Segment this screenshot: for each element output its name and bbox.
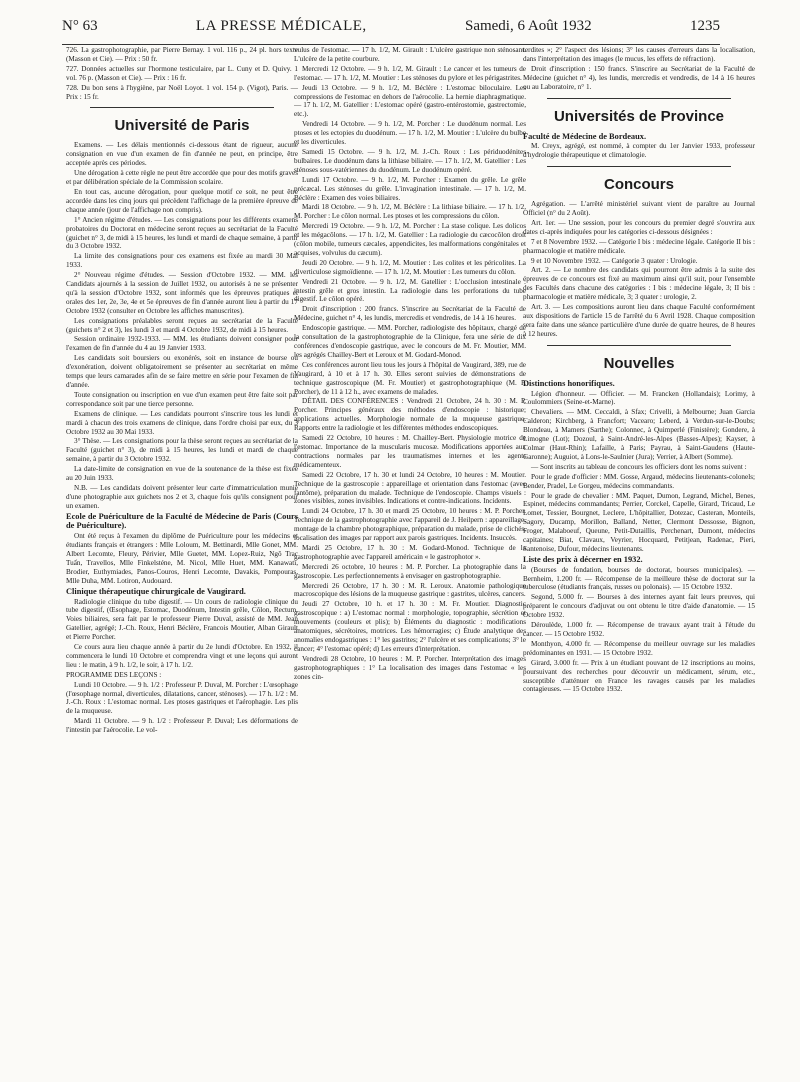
paragraph: Les candidats soit boursiers ou exonérés, soit en instance de bourse ou d'exonération, doivent obligatoirement se présenter au secrétariat en même temps que leurs camarades afin de se faire mettre en série pour l'examen de fin d'année. <box>66 354 298 389</box>
paragraph: Lundi 24 Octobre, 17 h. 30 et mardi 25 Octobre, 10 heures : M. P. Porcher. Technique de la gastrophotographie avec l'appareil de J. Heilpern : appareillage, montage de la chambre photographique, préparation du malade, prise de clichés, localisation des images par rapport aux parois gastriques. Incidents. Insuccès. <box>294 507 526 543</box>
column-2 <box>294 46 526 1072</box>
paragraph: Mercredi 19 Octobre. — 9 h. 1/2, M. Porcher : La stase colique. Les dolicos et les mégacôlons. — 17 h. 1/2, M. Gatellier : La radiologie du cæcocôlon droit (côlon mobile, tumeurs cæcales, appendicites, les malformations congénitales et acquises, volvulus du cæcum). <box>294 222 526 257</box>
paragraph: Ce cours aura lieu chaque année à partir du 2e lundi d'Octobre. En 1932, il commencera le lundi 10 Octobre et comprendra vingt et une leçons qui auront lieu : le matin, à 9 h. 1/2, le soir, à 17 h. 1/2. <box>66 643 298 669</box>
issue-number: N° 63 <box>62 18 98 34</box>
puericulture-heading: Ecole de Puériculture de la Faculté de Médecine de Paris (Cours de Puériculture). <box>66 511 298 531</box>
paragraph: Jeudi 13 Octobre. — 9 h. 1/2, M. Béclère : L'estomac biloculaire. Les compressions de l'estomac en dehors de l'aérocolie. La hernie diaphragmatique. — 17 h. 1/2, M. Gatellier : L'estomac opéré (gastro-entérostomie, gastrectomie, etc.). <box>294 83 526 119</box>
paragraph: Ces conférences auront lieu tous les jours à l'hôpital de Vaugirard, 389, rue de Vaugirard, à 10 et à 17 h. 30. Elles seront suivies de démonstrations de technique gastroscopique (M. Fr. Moutier) et gastrophotographique (M. P. Porcher), de 11 à 12 h., avec examens de malades. <box>294 360 526 396</box>
paragraph: Art. 3. — Les compositions auront lieu dans chaque Faculté conformément aux dispositions de l'article 15 de l'arrêté du 6 Avril 1928. Chaque composition sera faite dans une séance particulière d'une durée de quatre heures, de 8 heures à 12 heures. <box>523 303 755 338</box>
paragraph: Droit d'inscription : 200 francs. S'inscrire au Secrétariat de la Faculté de Médecine, guichet n° 4, les lundis, mercredis et vendredis, de 14 à 16 heures. <box>294 305 526 323</box>
paragraph: Droit d'inscription : 150 francs. S'inscrire au Secrétariat de la Faculté de Médecine (guichet n° 4), les lundis, mercredis et vendredis, de 14 à 16 heures ou au Laboratoire, n° 1. <box>523 64 755 91</box>
paragraph: Examens. — Les délais mentionnés ci-dessous étant de rigueur, aucune consignation en vue d'un examen de fin d'année ne peut, en principe, être acceptée après ces périodes. <box>66 141 298 168</box>
divider <box>90 107 274 108</box>
paragraph: Vendredi 14 Octobre. — 9 h. 1/2, M. Porcher : Le duodénum normal. Les ptoses et les ectopies du duodénum. — 17 h. 1/2, M. Moutier : L'ulcère du bulbe et les diverticules. <box>294 120 526 147</box>
paragraph: Art. 2. — Le nombre des candidats qui pourront être admis à la suite des épreuves de ce concours est fixé au maximum ainsi qu'il suit, pour l'ensemble des Facultés dans chacune des catégories : I bis : médecine légale, 3; II bis : pharmacologie et matière médicale, 3; 3 quater : urologie, 2. <box>523 266 755 302</box>
paragraph: Mardi 25 Octobre, 17 h. 30 : M. Godard-Monod. Technique de la gastrophotographie avec l'appareil américain « le gastrophotor ». <box>294 543 526 561</box>
column-3 <box>523 46 755 1072</box>
paragraph: 3° Thèse. — Les consignations pour la thèse seront reçues au secrétariat de la Faculté (guichet n° 3), de midi à 15 heures, les lundi et mardi de chaque semaine, à partir du 3 Octobre 1932. <box>66 437 298 464</box>
paragraph: vulus de l'estomac. — 17 h. 1/2, M. Girault : L'ulcère gastrique non sténosant. L'ulcère de la petite courbure. <box>294 46 526 63</box>
page-number: 1235 <box>689 18 720 34</box>
paragraph: (Bourses de fondation, bourses de doctorat, bourses municipales). — Bernheim, 1.200 fr. — Récompense de la meilleure thèse de doctorat sur la tuberculose (étudiants français, russes ou polonais). — 15 Octobre 1932. <box>523 565 755 592</box>
paragraph: Chevaliers. — MM. Ceccaldi, à Sfax; Crivelli, à Melbourne; Juan Garcia Calderon; Kirchberg, à Francfort; Vacearo; Leberd, à Verdun-sur-le-Doubs; Blondeau, à Mamers (Sarthe); Colonnec, à Quimperlé (Finistère); Gondere, à Limogne (Lot); Dozoul, à Saint-André-les-Alpes (Basses-Alpes); Kayser, à Colmar (Haut-Rhin); Lafaille, à Paris; Payrau, à Saint-Gaudens (Haute-Garonne); Auguiot, à Lons-le-Saulnier (Jura); Verrier, à Albert (Somme). <box>523 408 755 461</box>
paragraph: Mercredi 26 Octobre, 17 h. 30 : M. R. Leroux. Anatomie pathologique macroscopique des lésions de la muqueuse gastrique : gastrites, ulcères, cancers. <box>294 581 526 599</box>
paragraph: Art. 1er. — Une session, pour les concours du premier degré s'ouvrira aux dates ci-après indiquées pour les catégories ci-dessous désignées : <box>523 218 755 236</box>
paragraph: Lundi 10 Octobre. — 9 h. 1/2 : Professeur P. Duval, M. Porcher : L'œsophage (l'œsophage normal, diverticules, dilatations, cancer, sténoses). — 17 h. 1/2 : M. J.-Ch. Roux : L'estomac normal. Les ptoses gastriques et l'aérophagie. Les plis de la muqueuse. <box>66 680 298 716</box>
prix-heading: Liste des prix à décerner en 1932. <box>523 554 643 564</box>
divider <box>547 98 731 99</box>
paragraph: Toute consignation ou inscription en vue d'un examen peut être faite soit par correspondance soit par une tierce personne. <box>66 390 298 408</box>
page-header <box>62 18 720 45</box>
paragraph: En tout cas, aucune dérogation, pour quelque motif ce soit, ne peut être accordée dans les cinq jours qui précèdent l'affichage de la première épreuve de chaque année (jour de l'affichage non compris). <box>66 187 298 214</box>
section-title-universite-paris: Université de Paris <box>114 117 250 135</box>
paragraph: Samedi 15 Octobre. — 9 h. 1/2, M. J.-Ch. Roux : Les périduodénites bulbaires. Le duodénum dans la lithiase biliaire. — 17 h. 1/2, M. Gatellier : Les sténoses sous-vatériennes du duodénum. Le duodénum opéré. <box>294 147 526 174</box>
paragraph: Samedi 22 Octobre, 10 heures : M. Chailley-Bert. Physiologie motrice de l'estomac. Importance de la muscularis mucosæ. Modifications apportées aux contractions normales par les traumatismes internes et les agents médicamenteux. <box>294 434 526 469</box>
paragraph: Radiologie clinique du tube digestif. — Un cours de radiologie clinique du tube digestif, (Œsophage, Estomac, Duodénum, Intestin grêle, Côlon, Rectum, Voies biliaires, sera fait par le professeur Pierre Duval, assisté de MM. Jean Gatellier, agrégé; J.-Ch. Roux, Henri Béclère, Francois Moutier, Alban Girault et Pierre Porcher. <box>66 597 298 642</box>
paragraph: 9 et 10 Novembre 1932. — Catégorie 3 quater : Urologie. <box>531 256 698 265</box>
bib-entry: 728. Du bon sens à l'hygiène, par Noël Loyot. 1 vol. 154 p. (Vigot), Paris. — Prix : 15 fr. <box>66 83 298 101</box>
clinique-heading: Clinique thérapeutique chirurgicale de Vaugirard. <box>66 586 246 596</box>
divider <box>547 345 731 346</box>
section-title-nouvelles: Nouvelles <box>603 354 675 372</box>
paragraph: Mardi 11 Octobre. — 9 h. 1/2 : Professeur P. Duval; Les déformations de l'intestin par l'aérocolie. Le vol- <box>66 717 298 735</box>
paragraph: DÉTAIL DES CONFÉRENCES : Vendredi 21 Octobre, 24 h. 30 : M. P. Porcher. Principes généraux des méthodes d'endoscopie : historique; applications actuelles. Morphologie normale de la muqueuse gastrique. Rapports entre la radiologie et les différentes méthodes endoscopiques. <box>294 397 526 433</box>
paragraph: Examens de clinique. — Les candidats pourront s'inscrire tous les lundi et mardi à chacun des trois examens de clinique, dans l'ordre choisi par eux, du 3 Octobre 1932 au 30 Mai 1933. <box>66 409 298 436</box>
programme-heading: PROGRAMME DES LEÇONS : <box>66 670 162 679</box>
paragraph: Ont été reçus à l'examen du diplôme de Puériculture pour les médecins et étudiants français et étrangers : Mlle Loloum, M. Bettinardi, Mlle Gonet, MM. Albert Lecomte, Fleury, Périvier, Mlle Guetet, MM. Lopez-Ruiz, Ngô Trac Tuấn, Travellos, Mlle Finkelsténe, M. Nicol, Mlle Huet, MM. Kanawati, Brodier, Euthymiades, Panos-Couros, Henri Lecomte, Davakis, Pompouras, Mlle Duha, MM. Lotiron, Audouard. <box>66 532 298 585</box>
paragraph: N.B. — Les candidats doivent présenter leur carte d'immatriculation munie d'une photographie aux guichets nos 2 et 3, chaque fois qu'ils consignent pour un examen. <box>66 483 298 510</box>
paragraph: Lundi 17 Octobre. — 9 h. 1/2, M. Porcher : Examen du grêle. Le grêle précæcal. Les sténoses du grêle. L'invagination intestinale. — 17 h. 1/2, M. Béclère : Examen des voies biliaires. <box>294 175 526 202</box>
distinctions-heading: Distinctions honorifiques. <box>523 378 615 388</box>
paragraph: 1° Ancien régime d'études. — Les consignations pour les différents examens probatoires du Doctorat en médecine seront reçues au secrétariat de la Faculté (guichet n° 3, de midi à 15 heures, les lundi et mardi de chaque semaine, à partir du 3 Octobre 1932. <box>66 215 298 251</box>
bib-entry: 726. La gastrophotographie, par Pierre Bernay. 1 vol. 116 p., 24 pl. hors texte (Masson et Cie). — Prix : 50 fr. <box>66 46 298 63</box>
section-title-province: Universités de Province <box>553 107 725 125</box>
issue-date: Samedi, 6 Août 1932 <box>464 18 592 34</box>
bordeaux-heading: Faculté de Médecine de Bordeaux. <box>523 131 647 141</box>
paragraph: Girard, 3.000 fr. — Prix à un étudiant pouvant de 12 inscriptions au moins, poursuivant des recherches pour découvrir un médicament, sérum, etc., susceptible d'atténuer en France les ravages causés par les maladies contagieuses. — 15 Octobre 1932. <box>523 658 755 694</box>
paragraph: — Sont inscrits au tableau de concours les officiers dont les noms suivent : <box>531 462 747 471</box>
paragraph: La date-limite de consignation en vue de la soutenance de la thèse est fixée au 20 Juin 1933. <box>66 465 298 483</box>
paragraph: Pour le grade de chevalier : MM. Paquet, Dumon, Legrand, Michel, Benes, Espinet, médecins commandants; Perrier, Corckel, Capelle, Girard, Tricaud, Le Lomet, Tessier, Bourgnet, Leclere, L'hôpitallier, Dotezac, Casteran, Monteils, Sagory, Ducamp, Morillon, Balland, Netter, Clermont Dessosse, Bignon, Froger, Malaboeuf, Queune, Petit-Dutaillis, Perchenart, Dumont, médecins capitaines; Biat, Clavaux, Veyrier, Hocquard, Petitjean, Radenac, Pieri, Santenoise, Dufour, médecins lieutenants. <box>523 491 755 553</box>
paragraph: Mardi 18 Octobre. — 9 h. 1/2, M. Béclère : La lithiase biliaire. — 17 h. 1/2, M. Porcher : Le côlon normal. Les ptoses et les compressions du côlon. <box>294 203 526 221</box>
journal-title: LA PRESSE MÉDICALE, <box>195 18 367 34</box>
paragraph: Vendredi 21 Octobre. — 9 h. 1/2, M. Gatellier : L'occlusion intestinale : intestin grêle et gros intestin. La radiologie dans les perforations du tube digestif. Le côlon opéré. <box>294 277 526 304</box>
paragraph: Une dérogation à cette règle ne peut être accordée que pour des motifs graves et par délibération spéciale de la Commission scolaire. <box>66 169 298 187</box>
section-title-concours: Concours <box>603 176 674 194</box>
paragraph: Vendredi 28 Octobre, 10 heures : M. P. Porcher. Interprétation des images gastrophotographiques : 1° La localisation des images dans l'estomac « les zones cin- <box>294 654 526 681</box>
paragraph: terdites »; 2° l'aspect des lésions; 3° les causes d'erreurs dans la localisation, dans l'interprétation des images (le mucus, les effets de réfraction). <box>523 46 755 63</box>
paragraph: Session ordinaire 1932-1933. — MM. les étudiants doivent consigner pour l'examen de fin d'année du 4 au 19 Janvier 1933. <box>66 335 298 353</box>
paragraph: 2° Nouveau régime d'études. — Session d'Octobre 1932. — MM. les Candidats ajournés à la session de Juillet 1932, ou autorisés à ne se présenter qu'à la session d'Octobre 1932, sont informés que les épreuves pratiques et orales des 1er, 2e, 3e, 4e et 5e épreuves de fin d'année auront lieu à partir du 17 Octobre 1932 (consulter en Octobre les affiches manuscrites). <box>66 271 298 315</box>
paragraph: Déroulède, 1.000 fr. — Récompense de travaux ayant trait à l'étude du cancer. — 15 Octobre 1932. <box>523 621 755 638</box>
paragraph: La limite des consignations pour ces examens est fixée au mardi 30 Mai 1933. <box>66 252 298 270</box>
paragraph: Endoscopie gastrique. — MM. Porcher, radiologiste des hôpitaux, chargé de la consultation de la gastrophotographie de la Clinique, fera une série de dix conférences d'endoscopie gastrique, avec le concours de M. Fr. Moutier, MM. les agrégés Chailley-Bert et Leroux et M. Godard-Monod. <box>294 324 526 359</box>
paragraph: 7 et 8 Novembre 1932. — Catégorie I bis : médecine légale. Catégorie II bis : pharmacologie et matière médicale. <box>523 237 755 255</box>
paragraph: Légion d'honneur. — Officier. — M. Francken (Hollandais); Lorimy, à Coulommiers (Seine-et-Marne). <box>523 389 755 407</box>
column-1 <box>66 46 298 1072</box>
divider <box>547 166 731 167</box>
paragraph: Samedi 22 Octobre, 17 h. 30 et lundi 24 Octobre, 10 heures : M. Moutier. Technique de la gastroscopie : appareillage et orientation dans l'estomac (avec fantôme), préparation du malade. Technique de l'endoscopie. Champs visuels : zones visibles, zones invisibles. Indications et contre-indications. Incidents. <box>294 470 526 506</box>
paragraph: Agrégation. — L'arrêté ministériel suivant vient de paraître au Journal Officiel (n° du 2 Août). <box>523 200 755 218</box>
bib-entry: 727. Données actuelles sur l'hormone testiculaire, par L. Cuny et D. Quivy. 1 vol. 76 p. (Masson et Cie). — Prix : 16 fr. <box>66 64 298 82</box>
paragraph: M. Creyx, agrégé, est nommé, à compter du 1er Janvier 1933, professeur d'hydrologie thérapeutique et climatologie. <box>523 142 755 160</box>
paragraph: Pour le grade d'officier : MM. Gosse, Argaud, médecins lieutenants-colonels; Bender, Pradel, Le Gorgeu, médecins commandants. <box>523 472 755 490</box>
paragraph: Mercredi 12 Octobre. — 9 h. 1/2, M. Girault : Le cancer et les tumeurs de l'estomac. — 17 h. 1/2, M. Moutier : Les sténoses du pylore et les périgastrites. <box>294 64 526 82</box>
paragraph: Mercredi 26 octobre, 10 heures : M. P. Porcher. La photographie dans la gastroscopie. Les perfectionnements à envisager en gastrophotographie. <box>294 562 526 580</box>
paragraph: Monthyon, 4.000 fr. — Récompense du meilleur ouvrage sur les maladies prédominantes en 1931. — 15 Octobre 1932. <box>523 639 755 657</box>
paragraph: Jeudi 20 Octobre. — 9 h. 1/2, M. Moutier : Les colites et les péricolites. La diverticulose sigmoïdienne. — 17 h. 1/2, M. Moutier : Les tumeurs du côlon. <box>294 258 526 276</box>
paragraph: Segond, 5.000 fr. — Bourses à des internes ayant fait leurs preuves, qui préparent le concours d'adjuvat ou ont obtenu le titre d'aide d'anatomie. — 15 Octobre 1932. <box>523 593 755 620</box>
paragraph: Jeudi 27 Octobre, 10 h. et 17 h. 30 : M. Fr. Moutier. Diagnostic gastroscopique : a) L'estomac normal : morphologie, topographie, sécrétion et mouvements (couleurs et plis); b) Éléments du diagnostic : modifications anatomiques, sécrétoires, motrices. Les hémorragies; c) Étude analytique des anomalies endogastriques : 1° les gastrites; 2° l'ulcère et ses complications; 3° le cancer; 4° l'estomac opéré; d) Les erreurs d'interprétation. <box>294 600 526 653</box>
paragraph: Les consignations préalables seront reçues au secrétariat de la Faculté (guichets n° 2 et 3), les lundi 3 et mardi 4 Octobre 1932, de midi à 15 heures. <box>66 316 298 334</box>
